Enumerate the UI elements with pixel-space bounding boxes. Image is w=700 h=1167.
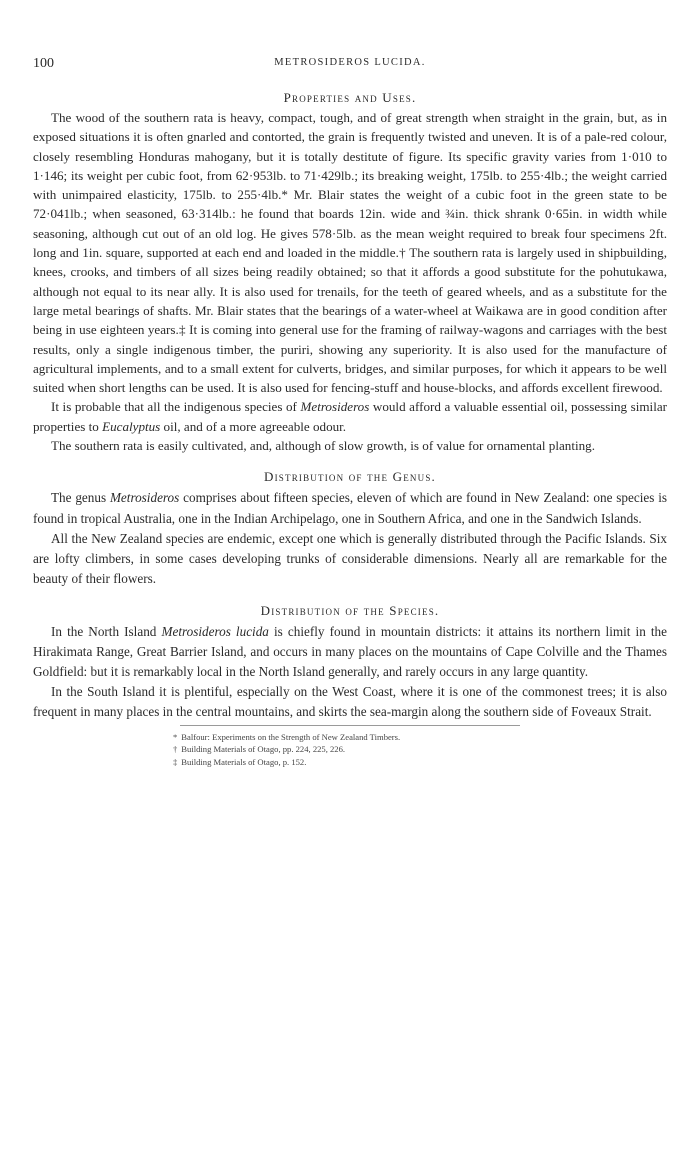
- book-page: [33, 56, 667, 768]
- section-distribution-genus: [33, 488, 667, 589]
- footnote-divider: [180, 725, 520, 726]
- section-distribution-species: [33, 622, 667, 722]
- page-number: 100: [33, 56, 54, 71]
- page-header: [33, 56, 667, 76]
- footnote: ‡ Building Materials of Otago, p. 152.: [173, 756, 307, 767]
- section-properties-and-uses: [33, 108, 667, 455]
- paragraph: It is probable that all the indigenous species of Metrosideros would afford a valuable essential oil, possessing similar properties to Eucalyptus oil, and of a more agreeable odour.: [33, 399, 668, 434]
- running-title: METROSIDEROS LUCIDA.: [274, 57, 426, 68]
- paragraph: The southern rata is easily cultivated, and, although of slow growth, is of value for ornamental planting.: [51, 438, 595, 454]
- section-heading-species: Distribution of the Species.: [260, 603, 440, 619]
- paragraph: All the New Zealand species are endemic, except one which is generally distributed through the Pacific Islands. Six are lofty climbers, in some cases developing trunks of considerable dimensions. Nearly all are remarkable for the beauty of their flowers.: [33, 530, 667, 587]
- section-heading-genus: Distribution of the Genus.: [264, 469, 436, 485]
- footnote: * Balfour: Experiments on the Strength of New Zealand Timbers.: [173, 731, 401, 742]
- footnotes: [173, 731, 667, 769]
- footnote: † Building Materials of Otago, pp. 224, 225, 226.: [173, 744, 346, 755]
- section-heading-properties: Properties and Uses.: [283, 90, 417, 105]
- paragraph: In the South Island it is plentiful, especially on the West Coast, where it is one of the commonest trees; it is also frequent in many places in the central mountains, and skirts the sea-margin along the southern side of Foveaux Strait.: [33, 684, 667, 719]
- paragraph: The wood of the southern rata is heavy, compact, tough, and of great strength when straight in the grain, but, as in exposed situations it is often gnarled and contorted, the grain is frequently twisted and uneven. It is of a pale-red colour, closely resembling Honduras mahogany, but it is totally destitute of figure. Its specific gravity varies from 1·010 to 1·146; its weight per cubic foot, from 62·953lb. to 71·429lb.; its breaking weight, 175lb. to 255·4lb.; the weight carried with unimpaired elasticity, 175lb. to 255·4lb.* Mr. Blair states the weight of a cubic foot in the green state to be 72·041lb.; when seasoned, 63·314lb.: he found that boards 12in. wide and ¾in. thick shrank 0·65in. in width while seasoning, although cut out of an old log. He gives 578·5lb. as the mean weight required to break four specimens 2ft. long and 1in. square, supported at each end and loaded in the middle.† The southern rata is largely used in shipbuilding, knees, crooks, and timbers of all sizes being readily obtained; so that it affords a good substitute for the pohutukawa, although not equal to its near ally. It is also used for trenails, for the teeth of geared wheels, and as a substitute for the large metal bearings of shafts. Mr. Blair states that the bearings of a water-wheel at Waikawa are in good condition after being in use eighteen years.‡ It is coming into general use for the framing of railway-wagons and carriages with the best results, only a single indigenous timber, the puriri, showing any superiority. It is also used for the manufacture of agricultural implements, and to a small extent for culverts, bridges, and similar purposes, for which it appears to be well suited when short lengths can be used. It is also used for fencing-stuff and house-blocks, and affords excellent firewood.: [33, 110, 667, 396]
- paragraph: The genus Metrosideros comprises about fifteen species, eleven of which are found in New Zealand: one species is found in tropical Australia, one in the Indian Archipelago, one in Southern Africa, and one in the Sandwich Islands.: [33, 490, 667, 526]
- paragraph: In the North Island Metrosideros lucida is chiefly found in mountain districts: it attains its northern limit in the Hirakimata Range, Great Barrier Island, and occurs in many places on the mountains of Cape Colville and the Thames Goldfield: but it is remarkably local in the North Island generally, and rarely occurs in any large quantity.: [33, 624, 668, 680]
